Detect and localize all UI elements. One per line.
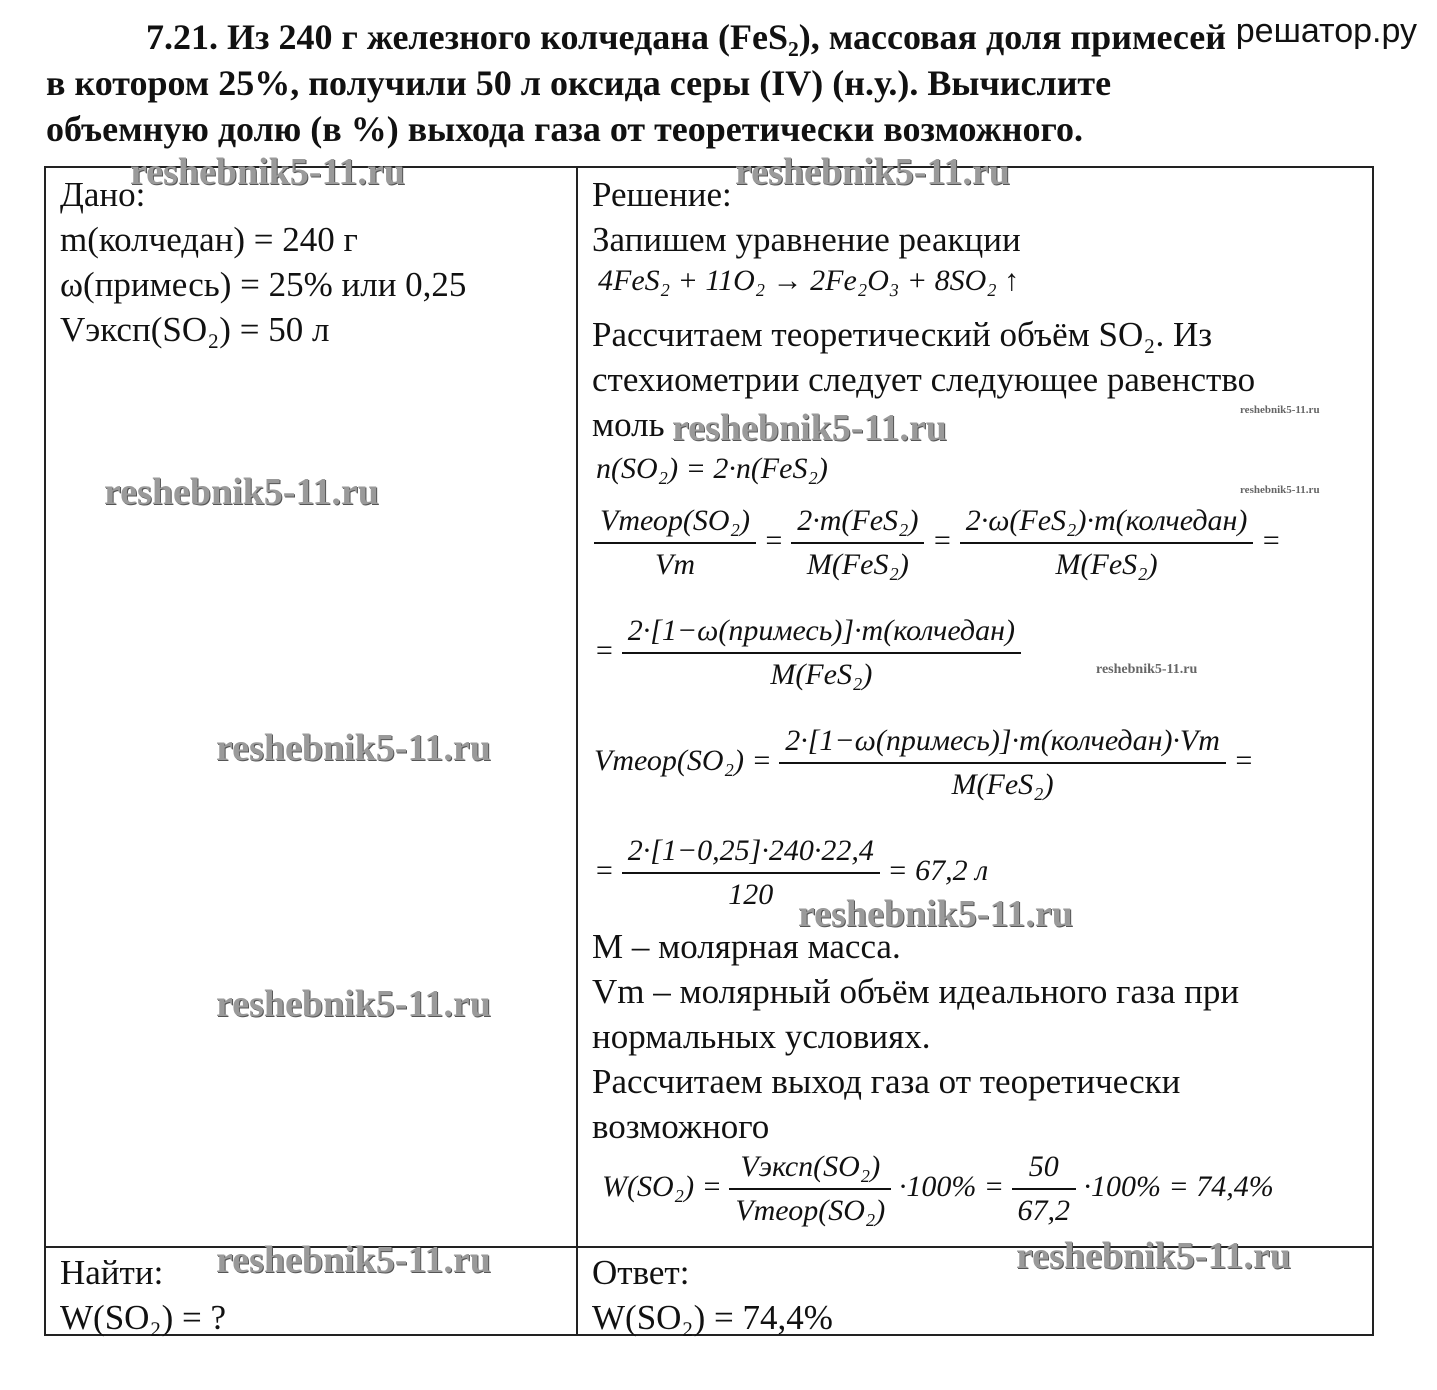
fraction-denominator: M(FeS₂) [1055, 548, 1158, 581]
equals-sign: = [594, 633, 622, 667]
problem-statement [46, 14, 1346, 152]
given-line: m(колчедан) = 240 г [60, 220, 358, 259]
fraction-denominator: 67,2 [1017, 1194, 1071, 1227]
solution-text: нормальных условиях. [592, 1017, 931, 1056]
solution-header: Решение: [592, 175, 732, 214]
table-divider-vertical [576, 168, 578, 1334]
fraction-denominator: M(FeS₂) [770, 658, 873, 691]
find-line: W(SO₂) = ? [60, 1298, 227, 1337]
given-section [60, 172, 466, 352]
fraction [594, 504, 756, 582]
watermark-small: reshebnik5-11.ru [1096, 662, 1198, 677]
fraction [779, 724, 1226, 802]
w-lhs: W(SO₂) = [602, 1169, 722, 1203]
solution-text: Запишем уравнение реакции [592, 220, 1021, 259]
reaction-equation: 4FeS₂ + 11O₂ → 2Fe₂O₃ + 8SO₂ ↑ [598, 264, 1020, 297]
watermark: reshebnik5-11.ru [1016, 1235, 1291, 1277]
solution-text: стехиометрии следует следующее равенство [592, 360, 1256, 399]
fraction-numerator: 2·[1−0,25]·240·22,4 [622, 834, 880, 874]
watermark: reshebnik5-11.ru [104, 471, 379, 513]
moles-equation: n(SO₂) = 2·n(FeS₂) [596, 452, 828, 485]
site-label: решатор.ру [1235, 12, 1417, 50]
answer-section [592, 1250, 833, 1340]
problem-line: в котором 25%, получили 50 л оксида серы (IV) (н.у.). Вычислите [46, 63, 1112, 103]
watermark: reshebnik5-11.ru [216, 983, 491, 1025]
fraction-numerator: Vэксп(SO₂) [729, 1150, 891, 1190]
problem-line: 7.21. Из 240 г железного колчедана (FeS₂), массовая доля примесей [146, 17, 1227, 57]
given-header: Дано: [60, 175, 146, 214]
vteor-lhs: Vтеор(SO₂) = [594, 743, 772, 777]
solution-text: моль [592, 405, 665, 444]
solution-text: Рассчитаем теоретический объём SO₂. Из [592, 315, 1213, 354]
solution-text: Vm – молярный объём идеального газа при [592, 972, 1240, 1011]
given-line: Vэксп(SO₂) = 50 л [60, 310, 330, 349]
watermark: reshebnik5-11.ru [672, 407, 947, 449]
watermark: reshebnik5-11.ru [130, 151, 405, 193]
equals-sign: = [931, 523, 960, 557]
result-value: = 67,2 л [887, 853, 989, 887]
watermark: reshebnik5-11.ru [216, 1239, 491, 1281]
fraction-denominator: M(FeS₂) [951, 768, 1054, 801]
solution-text: M – молярная масса. [592, 927, 901, 966]
fraction-numerator: 2·ω(FeS₂)·m(колчедан) [960, 504, 1254, 544]
solution-text-block [592, 924, 1239, 1149]
formula-row-1 [594, 504, 1281, 582]
watermark-small: reshebnik5-11.ru [1240, 404, 1320, 416]
fraction-numerator: 50 [1012, 1150, 1077, 1190]
fraction-numerator: Vтеор(SO₂) [594, 504, 756, 544]
fraction [729, 1150, 891, 1228]
watermark-small: reshebnik5-11.ru [1240, 484, 1320, 496]
fraction-denominator: 120 [728, 878, 774, 911]
equals-sign: = [763, 523, 792, 557]
equals-sign: = [594, 853, 622, 887]
fraction [791, 504, 924, 582]
fraction [960, 504, 1254, 582]
solution-text: Рассчитаем выход газа от теоретически [592, 1062, 1181, 1101]
fraction-denominator: Vm [655, 548, 695, 581]
find-header: Найти: [60, 1253, 164, 1292]
watermark: reshebnik5-11.ru [798, 893, 1073, 935]
fraction [1012, 1150, 1077, 1228]
fraction-denominator: Vтеор(SO₂) [735, 1194, 886, 1227]
given-line: ω(примесь) = 25% или 0,25 [60, 265, 467, 304]
watermark: reshebnik5-11.ru [735, 151, 1010, 193]
formula-row-5 [602, 1150, 1274, 1228]
w-result: ·100% = 74,4% [1083, 1169, 1274, 1203]
watermark: reshebnik5-11.ru [216, 727, 491, 769]
fraction [622, 614, 1021, 692]
answer-line: W(SO₂) = 74,4% [592, 1298, 833, 1337]
problem-line: объемную долю (в %) выхода газа от теоретически возможного. [46, 109, 1083, 149]
fraction-numerator: 2·[1−ω(примесь)]·m(колчедан)·Vm [779, 724, 1226, 764]
answer-header: Ответ: [592, 1253, 690, 1292]
w-mid: ·100% = [898, 1169, 1005, 1203]
find-section [60, 1250, 226, 1340]
fraction-numerator: 2·[1−ω(примесь)]·m(колчедан) [622, 614, 1021, 654]
formula-row-2 [594, 614, 1021, 692]
fraction-denominator: M(FeS₂) [806, 548, 909, 581]
fraction-numerator: 2·m(FeS₂) [791, 504, 924, 544]
equals-sign: = [1260, 523, 1282, 557]
formula-row-3 [594, 724, 1254, 802]
solution-text: возможного [592, 1107, 770, 1146]
equals-sign: = [1233, 743, 1254, 777]
